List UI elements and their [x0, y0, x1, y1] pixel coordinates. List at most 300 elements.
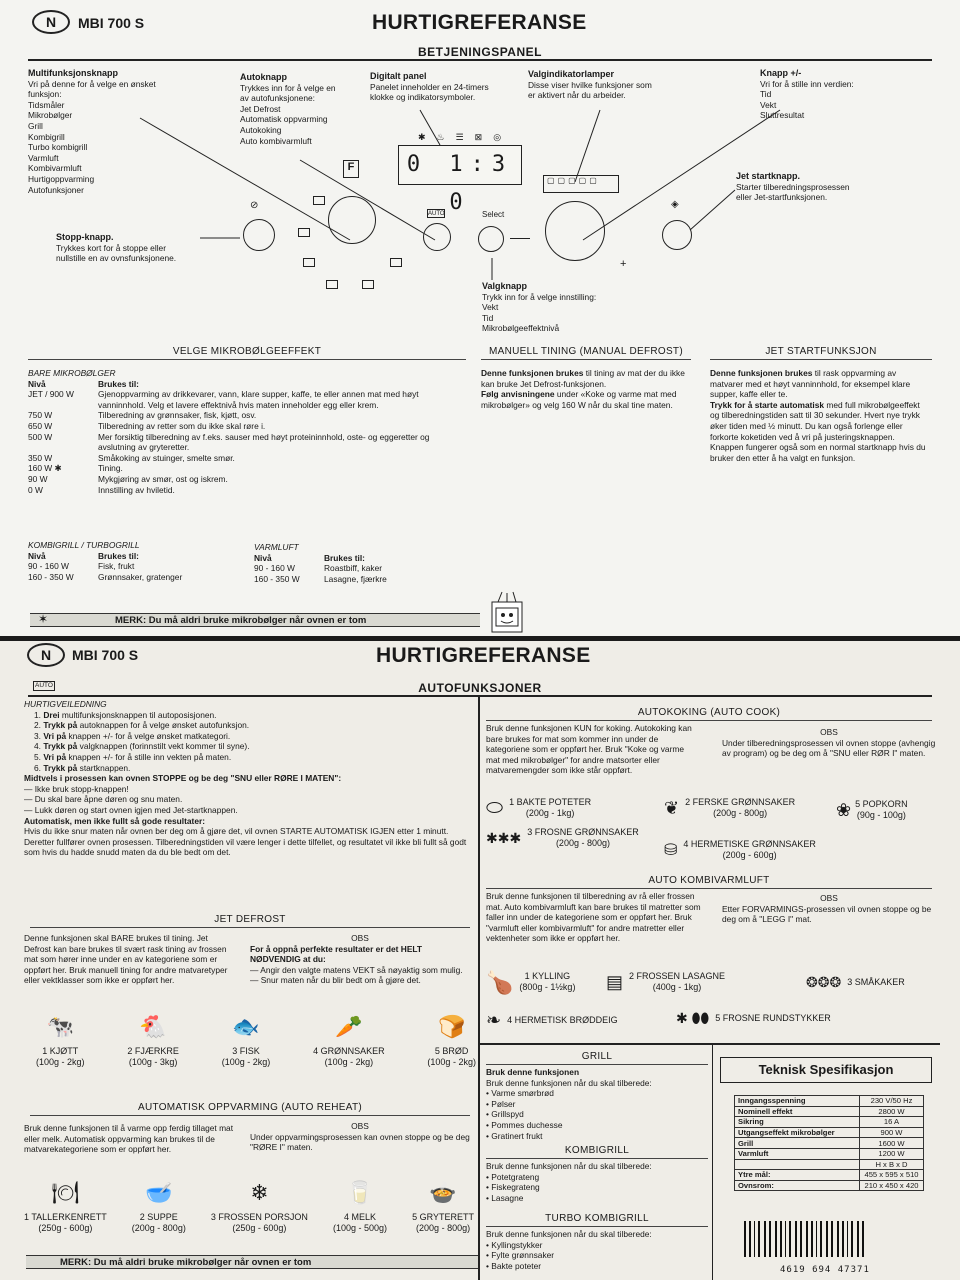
combi-item-5	[676, 1010, 876, 1026]
category-weight: (100g - 3kg)	[128, 1057, 178, 1067]
step-text: knappen +/- for å stille inn vekten på maten.	[66, 751, 232, 762]
grill-mode-icon	[298, 228, 310, 237]
stopp-line: Trykkes kort for å stoppe eller	[56, 242, 166, 253]
plusminus-line: Sluttresultat	[760, 110, 805, 121]
quick-guide-d1: — Ikke bruk stopp-knappen!	[24, 783, 129, 794]
spec-key: Ovnsrom:	[735, 1180, 860, 1191]
combi-item-4	[486, 1010, 686, 1030]
grill-list	[486, 1088, 708, 1141]
page-title: HURTIGREFERANSE	[372, 11, 587, 34]
milk-icon: 🥛	[346, 1181, 374, 1206]
spec-value: 16 A	[860, 1117, 924, 1128]
digital-line: klokke og indikatorsymboler.	[370, 92, 476, 103]
jet-start-function-text	[710, 368, 928, 463]
step-bold: Trykk på	[43, 762, 78, 773]
auto-cook-categories	[486, 797, 932, 873]
auto-line: Jet Defrost	[240, 103, 281, 114]
manuell-p1-bold: Denne funksjonen brukes	[481, 368, 584, 378]
step-text: multifunksjonsknappen til autoposisjonen.	[59, 709, 217, 720]
column-divider-2	[712, 1045, 713, 1280]
spec-row	[735, 1127, 924, 1138]
category-label: 4 GRØNNSAKER	[313, 1046, 385, 1056]
canned-vegetables-icon: ⛁	[664, 841, 678, 859]
microwave-mode-icon	[313, 196, 325, 205]
row-use: Grønnsaker, gratenger	[98, 571, 183, 582]
varm-col-level: Nivå	[254, 552, 272, 563]
valgknapp-line: Tid	[482, 312, 494, 323]
brand-logo-2: N	[27, 643, 65, 667]
kombi-title: KOMBIGRILL / TURBOGRILL	[28, 540, 140, 550]
auto-line: Trykkes inn for å velge en	[240, 82, 336, 93]
turbo-p1: Bruk denne funksjonen når du skal tilberede:	[486, 1229, 652, 1239]
row-level: 160 W ✱	[28, 463, 62, 474]
multi-line: Mikrobølger	[28, 110, 73, 121]
valgind-line: Disse viser hvilke funksjoner som	[528, 79, 652, 90]
category-item	[211, 1179, 308, 1234]
warning-banner-2: MERK: Du må aldri bruke mikrobølger når ovnen er tom	[26, 1255, 480, 1269]
auto-cook-obs	[722, 727, 936, 759]
kombigrill-list	[486, 1172, 708, 1204]
quick-guide-d2: — Du skal bare åpne døren og snu maten.	[24, 794, 183, 805]
category-label: 5 BRØD	[434, 1046, 469, 1056]
digital-title: Digitalt panel	[370, 71, 427, 81]
auto-mode-icon: AUTO	[428, 211, 445, 217]
warning-banner: MERK: Du må aldri bruke mikrobølger når ovnen er tom	[30, 613, 480, 627]
valgind-lines	[528, 80, 698, 101]
kombivarm-o1: Etter FORVARMINGS-prosessen vil ovnen stoppe og be deg om å "LEGG I" mat.	[722, 903, 932, 925]
table-row	[28, 389, 468, 410]
plusminus-line: Vekt	[760, 99, 777, 110]
spec-value: H x B x D	[860, 1159, 924, 1170]
auto-line: av autofunksjonene:	[240, 93, 315, 104]
casserole-icon: 🍲	[429, 1181, 457, 1206]
quick-guide-steps	[24, 710, 474, 774]
list-item: • Grillspyd	[486, 1109, 524, 1120]
ac2-w: (200g - 800g)	[713, 808, 768, 818]
category-weight: (100g - 2kg)	[36, 1057, 85, 1067]
step-num: 3.	[34, 730, 44, 741]
category-label: 4 MELK	[344, 1212, 377, 1222]
reheat-obs-title: OBS	[351, 1121, 369, 1131]
varm-rows	[254, 563, 454, 584]
barcode-bar	[764, 1221, 766, 1257]
category-item	[427, 1013, 476, 1068]
microwave-power-table	[28, 368, 468, 495]
table-row	[28, 561, 248, 572]
category-item	[333, 1179, 387, 1234]
reheat-obs	[250, 1121, 470, 1153]
grill-text: Bruk denne funksjonen Bruk denne funksjonen når du skal tilberede: • Varme smørbrød • Pølser • Grillspyd • Pommes duchesse • Gratinert frukt	[486, 1067, 708, 1141]
reheat-categories	[24, 1179, 474, 1234]
barcode-bar	[806, 1221, 808, 1257]
category-weight: (100g - 2kg)	[221, 1057, 271, 1067]
step-num: 2.	[34, 720, 44, 731]
table-row	[28, 410, 468, 421]
list-item: • Varme smørbrød	[486, 1088, 554, 1099]
quick-guide-step	[34, 752, 474, 763]
barcode-bar	[816, 1221, 817, 1257]
barcode-number: 4619 694 47371	[780, 1265, 870, 1275]
barcode-bar	[837, 1221, 839, 1257]
table-row	[28, 432, 468, 453]
table-row	[28, 453, 468, 464]
column-divider	[478, 697, 480, 1280]
category-weight: (250g - 600g)	[38, 1223, 93, 1233]
section-header-auto-combi: AUTO KOMBIVARMLUFT	[486, 875, 932, 889]
auto-combi-text: Bruk denne funksjonen til tilberedning av rå eller frossen mat. Auto kombivarmluft kan bare brukes til matretter som faller inn under de kategoriene som er oppført her. Bruk "varmluft eller kombivarmluft" for andre matretter eller vektenheter som ikke er oppført her.	[486, 891, 701, 944]
auto-cook-item-1	[486, 797, 656, 819]
ac1-label: 1 BAKTE POTETER	[509, 797, 592, 807]
row-use: Småkoking av stuinger, smelte smør.	[98, 452, 235, 463]
multi-line: Turbo kombigrill	[28, 142, 88, 153]
lasagne-icon: ▤	[606, 971, 624, 992]
jet-defrost-text: Denne funksjonen skal BARE brukes til tining. Jet Defrost kan bare brukes til svært rask tining av frossen mat som hører inne under en av kategoriene som er oppført her. Bruk manuell tining for andre matvaretyper eller vektklasser som ikke er oppført her.	[24, 933, 228, 986]
row-use: Mer forsiktig tilberedning av f.eks. sauser med høyt proteininnhold, oste- og eggeretter og avslutning av gryteretter.	[98, 431, 430, 453]
step-text: startknappen.	[77, 762, 131, 773]
microwave-sub: BARE MIKROBØLGER	[28, 368, 116, 378]
step-bold: Trykk på	[43, 720, 78, 731]
auto-cook-item-4	[664, 839, 854, 861]
section-header-manuell: MANUELL TINING (MANUAL DEFROST)	[481, 346, 691, 360]
list-item: • Pommes duchesse	[486, 1119, 563, 1130]
select-button[interactable]	[478, 226, 504, 252]
start-icon: ◈	[671, 199, 679, 210]
barcode-bar	[831, 1221, 833, 1257]
multi-title: Multifunksjonsknapp	[28, 68, 118, 78]
list-item: • Gratinert frukt	[486, 1130, 543, 1141]
jetdef-obs-title: OBS	[351, 933, 369, 943]
vegetables-icon: 🥕	[335, 1015, 363, 1040]
valgknapp-line: Mikrobølgeeffektnivå	[482, 323, 560, 334]
row-use: Gjenoppvarming av drikkevarer, vann, klare supper, kaffe, te eller annen mat med høyt vanninnhold. Velg et lavere effektnivå hvis maten inneholder egg eller krem.	[98, 389, 419, 410]
auto-cook-item-3	[486, 827, 666, 849]
multifunction-knob[interactable]	[328, 196, 376, 244]
barcode-bar	[758, 1221, 760, 1257]
spec-key: Grill	[735, 1138, 860, 1149]
category-label: 3 FROSSEN PORSJON	[210, 1212, 308, 1222]
varm-col-use: Brukes til:	[324, 552, 365, 563]
row-level: 90 - 160 W	[28, 561, 69, 572]
multi-line: Kombivarmluft	[28, 163, 82, 174]
barcode-bar	[811, 1221, 813, 1257]
model-name: MBI 700 S	[78, 15, 145, 31]
divider-h	[480, 1043, 940, 1045]
warning-icon: ✶	[38, 612, 49, 626]
row-use: Tilberedning av grønnsaker, fisk, kjøtt, osv.	[98, 410, 257, 421]
section-header-kombigrill: KOMBIGRILL	[486, 1145, 708, 1159]
auto-line: Auto kombivarmluft	[240, 135, 312, 146]
soup-icon: 🥣	[145, 1181, 173, 1206]
category-item	[36, 1013, 85, 1068]
spec-row	[735, 1106, 924, 1117]
jetfunk-p2: med full mikrobølgeeffekt og tilberedningstiden satt til 30 sekunder. Hvert nye trykk øker tiden med ½ minutt. Du kan også forlenge eller forkorte koketiden ved å vri på justeringsknappen. Knappen fungerer også som en normal startknapp hvis du bruker den etter å ha valgt en funksjon.	[710, 399, 926, 463]
spec-key: Sikring	[735, 1117, 860, 1128]
list-item: • Pølser	[486, 1098, 516, 1109]
kv4-label: 4 HERMETISK BRØDDEIG	[507, 1015, 618, 1025]
plus-mark: +	[620, 258, 627, 270]
combi-item-3	[806, 974, 932, 990]
manuell-p2-bold: Følg anvisningene	[481, 389, 555, 400]
page-title-2: HURTIGREFERANSE	[376, 644, 591, 667]
row-level: 160 - 350 W	[28, 571, 74, 582]
frozen-portion-icon: ❄	[250, 1181, 269, 1206]
quick-guide-p1: Midtvels i prosessen kan ovnen STOPPE og be deg "SNU eller RØRE I MATEN":	[24, 773, 342, 784]
ac3-label: 3 FROSNE GRØNNSAKER	[527, 827, 639, 837]
table-row	[28, 485, 468, 496]
section-header-reheat: AUTOMATISK OPPVARMING (AUTO REHEAT)	[30, 1102, 470, 1116]
combi-item-2	[606, 971, 766, 993]
combi-hot-air-mode-icon	[390, 258, 402, 267]
multi-line: Vri på denne for å velge en ønsket	[28, 78, 156, 89]
spec-row	[735, 1170, 924, 1181]
manuell-p2: under «Koke og varme mat med mikrobølger» og velg 160 W når du skal tine maten.	[481, 389, 677, 410]
spec-row	[735, 1138, 924, 1149]
quick-guide-step	[34, 720, 474, 731]
section-header-auto-cook: AUTOKOKING (AUTO COOK)	[486, 707, 932, 721]
kv3-label: 3 SMÅKAKER	[847, 977, 905, 987]
spec-row	[735, 1148, 924, 1159]
plus-minus-knob[interactable]	[545, 201, 605, 261]
category-item	[412, 1179, 474, 1234]
row-use: Tilberedning av retter som du ikke skal røre i.	[98, 420, 266, 431]
auto-button[interactable]	[423, 223, 451, 251]
step-text: valgknappen (forinnstilt vekt kommer til syne).	[77, 741, 250, 752]
varmluft-table	[254, 542, 454, 584]
fast-preheat-icon: F	[343, 160, 359, 178]
ac3-w: (200g - 800g)	[555, 838, 610, 848]
jet-start-button[interactable]	[662, 220, 692, 250]
kombigrill-text	[486, 1161, 708, 1203]
minus-mark	[510, 238, 530, 239]
step-bold: Drei	[43, 709, 60, 720]
quick-reference-sheet-1	[0, 0, 960, 636]
digital-panel-text	[370, 71, 520, 103]
dough-icon: ❧	[486, 1010, 502, 1030]
row-use: Roastbiff, kaker	[324, 563, 383, 574]
multi-line: Hurtigoppvarming	[28, 173, 95, 184]
category-weight: (100g - 2kg)	[324, 1057, 374, 1067]
step-text: autoknappen for å velge ønsket autofunksjon.	[77, 720, 250, 731]
category-label: 1 TALLERKENRETT	[24, 1212, 107, 1222]
auto-line: Autokoking	[240, 124, 282, 135]
category-weight: (100g - 2kg)	[427, 1057, 476, 1067]
row-use: Mykgjøring av smør, ost og iskrem.	[98, 473, 228, 484]
spec-title: Teknisk Spesifikasjon	[720, 1057, 932, 1083]
plate-icon: 🍽	[51, 1181, 80, 1206]
kv1-w: (800g - 1½kg)	[519, 982, 576, 992]
jetfunk-p2-bold: Trykk for å starte automatisk	[710, 399, 825, 410]
category-label: 2 FJÆRKRE	[127, 1046, 179, 1056]
display-indicator-icons: ✱♨☰⊠◎	[418, 132, 513, 142]
col-level: Nivå	[28, 378, 46, 389]
barcode-bar	[826, 1221, 828, 1257]
category-item	[24, 1179, 107, 1234]
valgknapp-line: Trykk inn for å velge innstilling:	[482, 291, 597, 302]
manual-defrost-text	[481, 368, 693, 410]
cookies-icon: ❂❂❂	[806, 974, 842, 990]
barcode-bar	[785, 1221, 786, 1257]
step-num: 1.	[34, 709, 44, 720]
barcode-bar	[795, 1221, 797, 1257]
stop-button[interactable]	[243, 219, 275, 251]
table-row	[254, 574, 454, 585]
bread-icon: 🍞	[437, 1015, 466, 1040]
step-bold: Vri på	[43, 751, 67, 762]
row-use: Lasagne, fjærkre	[324, 573, 387, 584]
kombi-col-level: Nivå	[28, 550, 46, 561]
chicken-icon: 🍗	[486, 969, 514, 995]
jetfunk-p1: til rask oppvarming av matvarer med et høyt vanninnhold, for eksempel klare supper, kaffe eller te.	[710, 368, 911, 400]
stop-icon: ⊘	[250, 200, 259, 211]
barcode-bar	[780, 1221, 782, 1257]
spec-key: Inngangsspenning	[735, 1096, 860, 1107]
barcode	[740, 1221, 936, 1259]
step-num: 4.	[34, 741, 44, 752]
barcode-bar	[862, 1221, 864, 1257]
digital-display: 0 1:3 0	[398, 145, 522, 185]
quick-reference-sheet-2	[0, 641, 960, 1280]
frozen-rolls-icon: ✱ ⬮⬮	[676, 1010, 710, 1026]
valgknapp-line: Vekt	[482, 302, 499, 313]
auto-line: Automatisk oppvarming	[240, 114, 328, 125]
category-weight: (100g - 500g)	[333, 1223, 388, 1233]
kv1-label: 1 KYLLING	[524, 971, 571, 981]
barcode-bar	[744, 1221, 746, 1257]
list-item: • Fylte grønnsaker	[486, 1250, 555, 1261]
spec-value: 1200 W	[860, 1148, 924, 1159]
stopp-title: Stopp-knapp.	[56, 232, 114, 242]
ac2-label: 2 FERSKE GRØNNSAKER	[685, 797, 796, 807]
auto-title: Autoknapp	[240, 72, 287, 82]
spec-value: 455 x 595 x 510	[860, 1170, 924, 1181]
row-level: 160 - 350 W	[254, 573, 300, 584]
spec-key: Ytre mål:	[735, 1170, 860, 1181]
frozen-vegetables-icon: ✱✱✱	[486, 829, 522, 846]
section-header-autofunksjoner: AUTOFUNKSJONER	[28, 681, 932, 697]
row-level: 350 W	[28, 452, 53, 463]
multi-line: Kombigrill	[28, 131, 65, 142]
autocook-o1: Under tilberedningsprosessen vil ovnen stoppe (avhengig av program) og be deg om å "SNU eller RØR I" maten.	[722, 737, 936, 759]
spec-key: Varmluft	[735, 1148, 860, 1159]
valgind-title: Valgindikatorlamper	[528, 69, 615, 79]
jetstart-line: eller Jet-startfunksjonen.	[736, 192, 828, 203]
spec-row	[735, 1180, 924, 1191]
category-weight: (200g - 800g)	[416, 1223, 471, 1233]
kv2-w: (400g - 1kg)	[652, 982, 702, 992]
step-text: knappen +/- for å velge ønsket matkategori.	[66, 730, 231, 741]
barcode-bar	[851, 1221, 853, 1257]
valgind-line: er aktivert når du arbeider.	[528, 90, 626, 101]
jetstart-title: Jet startknapp.	[736, 171, 801, 181]
multi-line: Tidsmåler	[28, 99, 65, 110]
manuell-p1: til tining av mat der du ikke kan bruke Jet Defrost-funksjonen.	[481, 368, 685, 389]
quick-guide-p2: Automatisk, men ikke fullt så gode resultater:	[24, 815, 206, 826]
section-header-turbo: TURBO KOMBIGRILL	[486, 1213, 708, 1227]
hot-air-mode-icon	[362, 280, 374, 289]
table-row	[28, 474, 468, 485]
reheat-text: Bruk denne funksjonen til å varme opp ferdig tillaget mat eller melk. Automatisk oppvarming kan brukes til de matvarekategoriene som er oppført her.	[24, 1123, 234, 1155]
auto-icon: AUTO	[35, 682, 53, 689]
kv2-label: 2 FROSSEN LASAGNE	[629, 971, 726, 981]
row-level: JET / 900 W	[28, 389, 74, 400]
ac5-label: 5 POPKORN	[855, 799, 908, 809]
category-label: 3 FISK	[232, 1046, 260, 1056]
control-panel-diagram	[0, 100, 960, 300]
ac1-w: (200g - 1kg)	[525, 808, 575, 818]
popcorn-icon: ❀	[836, 799, 852, 820]
quick-guide	[24, 699, 474, 858]
category-item	[132, 1179, 186, 1234]
multi-line: Autofunksjoner	[28, 184, 84, 195]
kombivarm-obs-title: OBS	[820, 893, 838, 903]
jetdef-o3: — Snur maten når du blir bedt om å gjøre det.	[250, 975, 421, 986]
plusminus-title: Knapp +/-	[760, 68, 802, 78]
ac4-w: (200g - 600g)	[722, 850, 777, 860]
table-row	[28, 572, 248, 583]
spec-value: 2800 W	[860, 1106, 924, 1117]
power-rows	[28, 389, 468, 495]
section-header-velge: VELGE MIKROBØLGEEFFEKT	[28, 346, 466, 360]
barcode-bar	[857, 1221, 859, 1257]
auto-combi-categories	[486, 971, 932, 1041]
barcode-bar	[842, 1221, 844, 1257]
quick-guide-d3: — Lukk døren og start ovnen igjen med Jet-startknappen.	[24, 804, 238, 815]
ac4-label: 4 HERMETISKE GRØNNSAKER	[683, 839, 816, 849]
barcode-bar	[754, 1221, 755, 1257]
poultry-icon: 🐔	[139, 1015, 167, 1040]
barcode-bar	[789, 1221, 791, 1257]
spec-table	[734, 1095, 924, 1191]
autocook-obs-title: OBS	[820, 727, 838, 737]
valgknapp-title: Valgknapp	[482, 281, 528, 291]
category-item	[222, 1013, 271, 1068]
multi-line: Varmluft	[28, 152, 59, 163]
list-item: • Bakte poteter	[486, 1260, 542, 1271]
fresh-vegetables-icon: ❦	[664, 797, 680, 818]
category-label: 5 GRYTERETT	[412, 1212, 474, 1222]
spec-value: 1600 W	[860, 1138, 924, 1149]
combi-grill-mode-icon	[303, 258, 315, 267]
indicator-lamps: ▢▢▢▢▢	[543, 175, 619, 193]
row-use: Tining.	[98, 463, 123, 474]
jetfunk-p1-bold: Denne funksjonen brukes	[710, 368, 813, 378]
spec-row	[735, 1117, 924, 1128]
spec-key: Nominell effekt	[735, 1106, 860, 1117]
kv5-label: 5 FROSNE RUNDSTYKKER	[715, 1013, 831, 1023]
ac5-w: (90g - 100g)	[856, 810, 906, 820]
row-use: Innstilling av hviletid.	[98, 484, 175, 495]
list-item: • Lasagne	[486, 1192, 524, 1203]
multi-line: funksjon:	[28, 89, 62, 100]
row-level: 90 W	[28, 473, 48, 484]
reheat-o1: Under oppvarmingsprosessen kan ovnen stoppe og be deg "RØRE I" maten.	[250, 1131, 470, 1153]
barcode-bar	[847, 1221, 848, 1257]
spec-key: Utgangseffekt mikrobølger	[735, 1127, 860, 1138]
plusminus-line: Vri for å stille inn verdien:	[760, 78, 854, 89]
row-level: 650 W	[28, 420, 53, 431]
list-item: • Kyllingstykker	[486, 1239, 543, 1250]
kombi-col-use: Brukes til:	[98, 550, 139, 561]
category-item	[313, 1013, 385, 1068]
kombigrill-p1: Bruk denne funksjonen når du skal tilberede:	[486, 1161, 652, 1171]
col-use: Brukes til:	[98, 378, 139, 389]
quick-guide-step	[34, 731, 474, 742]
table-row	[254, 563, 454, 574]
step-num: 5.	[34, 751, 44, 762]
plusminus-line: Tid	[760, 89, 772, 100]
oven-mascot-icon	[486, 590, 528, 636]
indicator-lamps-text	[528, 69, 698, 101]
